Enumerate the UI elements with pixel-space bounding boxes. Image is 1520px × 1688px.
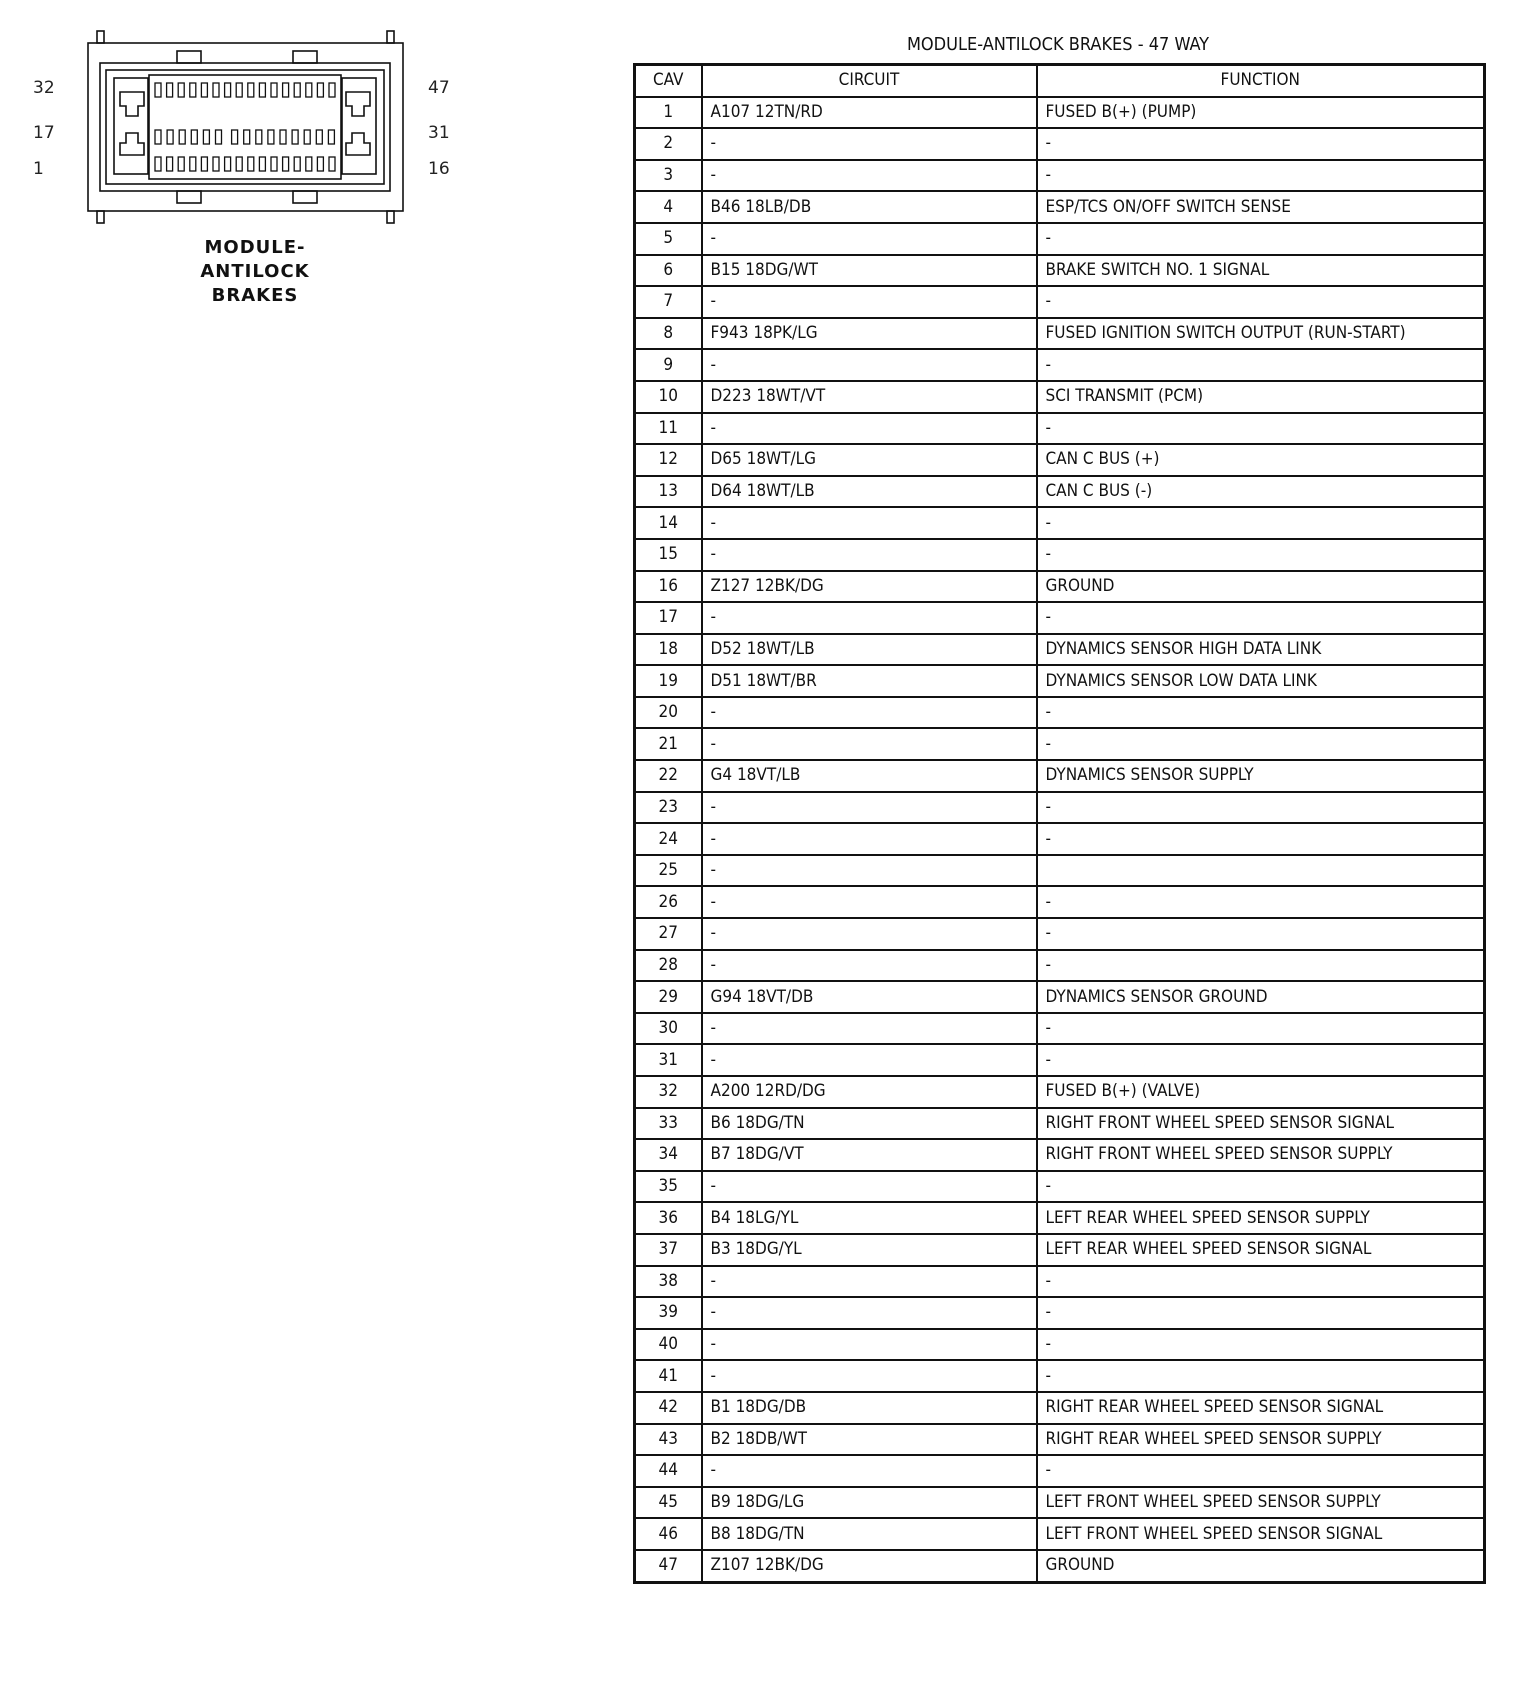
function-cell: DYNAMICS SENSOR LOW DATA LINK: [1037, 665, 1485, 697]
pin-cavity: [203, 130, 209, 144]
pin-cavity: [232, 130, 238, 144]
table-row: [635, 1234, 1485, 1266]
pin-cavity: [271, 83, 277, 97]
cav-cell: 11: [635, 413, 702, 445]
circuit-cell: -: [702, 1013, 1037, 1045]
circuit-cell: -: [702, 1044, 1037, 1076]
pin-cavity: [191, 130, 197, 144]
cav-cell: 7: [635, 286, 702, 318]
table-row: [635, 981, 1485, 1013]
circuit-cell: -: [702, 539, 1037, 571]
function-cell: -: [1037, 792, 1485, 824]
function-cell: -: [1037, 1044, 1485, 1076]
circuit-cell: -: [702, 950, 1037, 982]
table-row: [635, 349, 1485, 381]
pin-cavity: [178, 157, 184, 171]
pin-cavity: [294, 157, 300, 171]
function-cell: BRAKE SWITCH NO. 1 SIGNAL: [1037, 255, 1485, 287]
housing-post: [387, 31, 394, 43]
circuit-cell: D223 18WT/VT: [702, 381, 1037, 413]
cav-cell: 14: [635, 507, 702, 539]
cav-cell: 16: [635, 571, 702, 603]
pin-cavity: [256, 130, 262, 144]
table-row: [635, 886, 1485, 918]
pin-cavity: [216, 130, 222, 144]
pinout-table: [633, 63, 1486, 1584]
table-row: [635, 1171, 1485, 1203]
cav-cell: 41: [635, 1360, 702, 1392]
table-row: [635, 1360, 1485, 1392]
circuit-cell: Z127 12BK/DG: [702, 571, 1037, 603]
circuit-cell: -: [702, 792, 1037, 824]
table-row: [635, 223, 1485, 255]
circuit-cell: -: [702, 349, 1037, 381]
function-cell: ESP/TCS ON/OFF SWITCH SENSE: [1037, 191, 1485, 223]
function-cell: -: [1037, 1360, 1485, 1392]
table-row: [635, 1487, 1485, 1519]
table-row: [635, 191, 1485, 223]
table-row: [635, 571, 1485, 603]
circuit-cell: G94 18VT/DB: [702, 981, 1037, 1013]
circuit-cell: -: [702, 1171, 1037, 1203]
pin-number-label: 16: [428, 159, 450, 179]
function-cell: -: [1037, 823, 1485, 855]
cav-cell: 26: [635, 886, 702, 918]
connector-inner-frame: [100, 63, 390, 191]
pin-cavity: [155, 83, 161, 97]
circuit-cell: B6 18DG/TN: [702, 1108, 1037, 1140]
cav-cell: 17: [635, 602, 702, 634]
table-row: [635, 1266, 1485, 1298]
pin-cavity: [213, 157, 219, 171]
connector-name-line: ANTILOCK: [200, 261, 310, 282]
cav-cell: 47: [635, 1550, 702, 1582]
pin-number-label: 1: [33, 159, 44, 179]
cav-cell: 45: [635, 1487, 702, 1519]
table-row: [635, 444, 1485, 476]
table-row: [635, 507, 1485, 539]
key-shape: [346, 92, 370, 116]
table-row: [635, 728, 1485, 760]
pin-cavity: [190, 83, 196, 97]
pin-cavity: [317, 83, 323, 97]
function-cell: LEFT FRONT WHEEL SPEED SENSOR SUPPLY: [1037, 1487, 1485, 1519]
circuit-cell: B3 18DG/YL: [702, 1234, 1037, 1266]
pin-cavity: [259, 157, 265, 171]
table-row: [635, 1455, 1485, 1487]
function-cell: -: [1037, 1297, 1485, 1329]
table-row: [635, 476, 1485, 508]
circuit-cell: -: [702, 886, 1037, 918]
housing-post: [387, 211, 394, 223]
pin-number-label: 32: [33, 78, 55, 98]
cav-cell: 22: [635, 760, 702, 792]
table-row: [635, 1202, 1485, 1234]
function-cell: RIGHT FRONT WHEEL SPEED SENSOR SUPPLY: [1037, 1139, 1485, 1171]
cav-cell: 32: [635, 1076, 702, 1108]
table-row: [635, 1044, 1485, 1076]
connector-name-line: MODULE-: [204, 237, 306, 258]
housing-post: [97, 211, 104, 223]
latch-tab: [177, 51, 201, 63]
circuit-cell: -: [702, 413, 1037, 445]
pin-cavity: [236, 157, 242, 171]
function-cell: -: [1037, 1329, 1485, 1361]
circuit-cell: -: [702, 1360, 1037, 1392]
table-row: [635, 539, 1485, 571]
function-cell: -: [1037, 413, 1485, 445]
table-title: MODULE-ANTILOCK BRAKES - 47 WAY: [906, 34, 1210, 55]
function-cell: FUSED IGNITION SWITCH OUTPUT (RUN-START): [1037, 318, 1485, 350]
function-cell: -: [1037, 223, 1485, 255]
circuit-cell: B4 18LG/YL: [702, 1202, 1037, 1234]
function-cell: -: [1037, 1455, 1485, 1487]
pin-cavity: [306, 157, 312, 171]
table-row: [635, 634, 1485, 666]
circuit-cell: A200 12RD/DG: [702, 1076, 1037, 1108]
table-row: [635, 1392, 1485, 1424]
circuit-cell: -: [702, 1266, 1037, 1298]
cav-cell: 13: [635, 476, 702, 508]
pin-cavity: [292, 130, 298, 144]
circuit-cell: -: [702, 160, 1037, 192]
column-header-cav: CAV: [635, 65, 702, 97]
table-row: [635, 855, 1485, 887]
function-cell: CAN C BUS (-): [1037, 476, 1485, 508]
function-cell: -: [1037, 918, 1485, 950]
circuit-cell: Z107 12BK/DG: [702, 1550, 1037, 1582]
table-row: [635, 602, 1485, 634]
pin-cavity: [316, 130, 322, 144]
pin-cavity: [329, 83, 335, 97]
key-shape: [120, 133, 144, 155]
pin-cavity: [167, 83, 173, 97]
circuit-cell: B1 18DG/DB: [702, 1392, 1037, 1424]
table-row: [635, 381, 1485, 413]
table-row: [635, 1297, 1485, 1329]
pin-cavity: [201, 83, 207, 97]
function-cell: -: [1037, 286, 1485, 318]
function-cell: -: [1037, 602, 1485, 634]
pin-cavity: [280, 130, 286, 144]
function-cell: -: [1037, 128, 1485, 160]
function-cell: LEFT REAR WHEEL SPEED SENSOR SIGNAL: [1037, 1234, 1485, 1266]
pin-cavity: [190, 157, 196, 171]
pin-cavity: [236, 83, 242, 97]
housing-post: [97, 31, 104, 43]
latch-tab: [293, 191, 317, 203]
circuit-cell: -: [702, 728, 1037, 760]
cav-cell: 8: [635, 318, 702, 350]
function-cell: -: [1037, 1266, 1485, 1298]
circuit-cell: F943 18PK/LG: [702, 318, 1037, 350]
cav-cell: 30: [635, 1013, 702, 1045]
table-row: [635, 1013, 1485, 1045]
table-row: [635, 97, 1485, 129]
pin-cavity: [225, 157, 231, 171]
function-cell: DYNAMICS SENSOR SUPPLY: [1037, 760, 1485, 792]
latch-tab: [177, 191, 201, 203]
function-cell: DYNAMICS SENSOR HIGH DATA LINK: [1037, 634, 1485, 666]
circuit-cell: -: [702, 286, 1037, 318]
circuit-cell: D52 18WT/LB: [702, 634, 1037, 666]
function-cell: -: [1037, 697, 1485, 729]
cav-cell: 21: [635, 728, 702, 760]
circuit-cell: -: [702, 823, 1037, 855]
cav-cell: 25: [635, 855, 702, 887]
cav-cell: 4: [635, 191, 702, 223]
function-cell: GROUND: [1037, 1550, 1485, 1582]
cav-cell: 37: [635, 1234, 702, 1266]
cav-cell: 28: [635, 950, 702, 982]
circuit-cell: -: [702, 1455, 1037, 1487]
circuit-cell: -: [702, 918, 1037, 950]
function-cell: -: [1037, 539, 1485, 571]
key-shape: [346, 133, 370, 155]
pin-cavity: [268, 130, 274, 144]
function-cell: DYNAMICS SENSOR GROUND: [1037, 981, 1485, 1013]
connector-housing: [88, 43, 403, 211]
cav-cell: 19: [635, 665, 702, 697]
circuit-cell: D64 18WT/LB: [702, 476, 1037, 508]
cav-cell: 38: [635, 1266, 702, 1298]
pin-cavity: [244, 130, 250, 144]
table-header-row: [635, 65, 1485, 97]
pin-number-label: 47: [428, 78, 450, 98]
circuit-cell: B9 18DG/LG: [702, 1487, 1037, 1519]
circuit-cell: -: [702, 223, 1037, 255]
table-row: [635, 1424, 1485, 1456]
cav-cell: 23: [635, 792, 702, 824]
function-cell: SCI TRANSMIT (PCM): [1037, 381, 1485, 413]
cav-cell: 12: [635, 444, 702, 476]
circuit-cell: B2 18DB/WT: [702, 1424, 1037, 1456]
pin-cavity: [213, 83, 219, 97]
cav-cell: 6: [635, 255, 702, 287]
table-row: [635, 318, 1485, 350]
circuit-cell: G4 18VT/LB: [702, 760, 1037, 792]
function-cell: -: [1037, 950, 1485, 982]
function-cell: CAN C BUS (+): [1037, 444, 1485, 476]
table-row: [635, 1329, 1485, 1361]
circuit-cell: A107 12TN/RD: [702, 97, 1037, 129]
function-cell: -: [1037, 160, 1485, 192]
pin-cavity: [167, 157, 173, 171]
latch-tab: [293, 51, 317, 63]
cav-cell: 5: [635, 223, 702, 255]
pin-cavity: [283, 157, 289, 171]
table-row: [635, 128, 1485, 160]
table-row: [635, 160, 1485, 192]
pin-cavity: [179, 130, 185, 144]
circuit-cell: B15 18DG/WT: [702, 255, 1037, 287]
function-cell: GROUND: [1037, 571, 1485, 603]
table-row: [635, 823, 1485, 855]
circuit-cell: -: [702, 1329, 1037, 1361]
cav-cell: 15: [635, 539, 702, 571]
function-cell: LEFT FRONT WHEEL SPEED SENSOR SIGNAL: [1037, 1518, 1485, 1550]
circuit-cell: B46 18LB/DB: [702, 191, 1037, 223]
pin-cavity: [225, 83, 231, 97]
pin-cavity: [167, 130, 173, 144]
circuit-cell: -: [702, 1297, 1037, 1329]
table-row: [635, 697, 1485, 729]
pin-cavity: [294, 83, 300, 97]
pin-cavity: [328, 130, 334, 144]
table-row: [635, 918, 1485, 950]
table-row: [635, 286, 1485, 318]
cav-cell: 34: [635, 1139, 702, 1171]
function-cell: -: [1037, 507, 1485, 539]
cav-cell: 24: [635, 823, 702, 855]
function-cell: RIGHT REAR WHEEL SPEED SENSOR SUPPLY: [1037, 1424, 1485, 1456]
cav-cell: 20: [635, 697, 702, 729]
cav-cell: 29: [635, 981, 702, 1013]
pin-cavity: [259, 83, 265, 97]
cav-cell: 18: [635, 634, 702, 666]
column-header-circuit: CIRCUIT: [702, 65, 1037, 97]
cav-cell: 35: [635, 1171, 702, 1203]
cav-cell: 40: [635, 1329, 702, 1361]
circuit-cell: D51 18WT/BR: [702, 665, 1037, 697]
function-cell: -: [1037, 728, 1485, 760]
cav-cell: 3: [635, 160, 702, 192]
cav-cell: 9: [635, 349, 702, 381]
pin-cavity: [248, 83, 254, 97]
function-cell: LEFT REAR WHEEL SPEED SENSOR SUPPLY: [1037, 1202, 1485, 1234]
circuit-cell: B7 18DG/VT: [702, 1139, 1037, 1171]
table-row: [635, 1108, 1485, 1140]
pin-cavity: [178, 83, 184, 97]
table-row: [635, 1139, 1485, 1171]
function-cell: -: [1037, 1013, 1485, 1045]
connector-name: [170, 236, 340, 308]
cav-cell: 36: [635, 1202, 702, 1234]
function-cell: -: [1037, 886, 1485, 918]
cav-cell: 42: [635, 1392, 702, 1424]
cav-cell: 43: [635, 1424, 702, 1456]
key-shape: [120, 92, 144, 116]
pin-cavity: [317, 157, 323, 171]
function-cell: -: [1037, 1171, 1485, 1203]
cav-cell: 31: [635, 1044, 702, 1076]
circuit-cell: B8 18DG/TN: [702, 1518, 1037, 1550]
pin-cavity: [329, 157, 335, 171]
circuit-cell: -: [702, 697, 1037, 729]
table-row: [635, 1076, 1485, 1108]
function-cell: FUSED B(+) (VALVE): [1037, 1076, 1485, 1108]
function-cell: RIGHT REAR WHEEL SPEED SENSOR SIGNAL: [1037, 1392, 1485, 1424]
function-cell: FUSED B(+) (PUMP): [1037, 97, 1485, 129]
pin-cavity: [283, 83, 289, 97]
cav-cell: 39: [635, 1297, 702, 1329]
cav-cell: 1: [635, 97, 702, 129]
table-row: [635, 413, 1485, 445]
table-row: [635, 255, 1485, 287]
table-row: [635, 1550, 1485, 1582]
pin-cavity: [306, 83, 312, 97]
pin-cavity: [248, 157, 254, 171]
pin-cavity: [201, 157, 207, 171]
circuit-cell: -: [702, 507, 1037, 539]
table-row: [635, 792, 1485, 824]
pin-cavity: [155, 157, 161, 171]
pin-cavity: [271, 157, 277, 171]
function-cell: RIGHT FRONT WHEEL SPEED SENSOR SIGNAL: [1037, 1108, 1485, 1140]
function-cell: -: [1037, 349, 1485, 381]
column-header-function: FUNCTION: [1037, 65, 1485, 97]
table-row: [635, 1518, 1485, 1550]
pin-number-label: 31: [428, 123, 450, 143]
cav-cell: 10: [635, 381, 702, 413]
circuit-cell: -: [702, 602, 1037, 634]
pin-number-label: 17: [33, 123, 55, 143]
table-row: [635, 760, 1485, 792]
circuit-cell: -: [702, 128, 1037, 160]
table-row: [635, 665, 1485, 697]
cav-cell: 33: [635, 1108, 702, 1140]
function-cell: [1037, 855, 1485, 887]
cav-cell: 46: [635, 1518, 702, 1550]
circuit-cell: D65 18WT/LG: [702, 444, 1037, 476]
table-row: [635, 950, 1485, 982]
connector-name-line: BRAKES: [211, 285, 299, 306]
cav-cell: 27: [635, 918, 702, 950]
cav-cell: 44: [635, 1455, 702, 1487]
cav-cell: 2: [635, 128, 702, 160]
pin-cavity: [155, 130, 161, 144]
circuit-cell: -: [702, 855, 1037, 887]
pin-cavity: [304, 130, 310, 144]
